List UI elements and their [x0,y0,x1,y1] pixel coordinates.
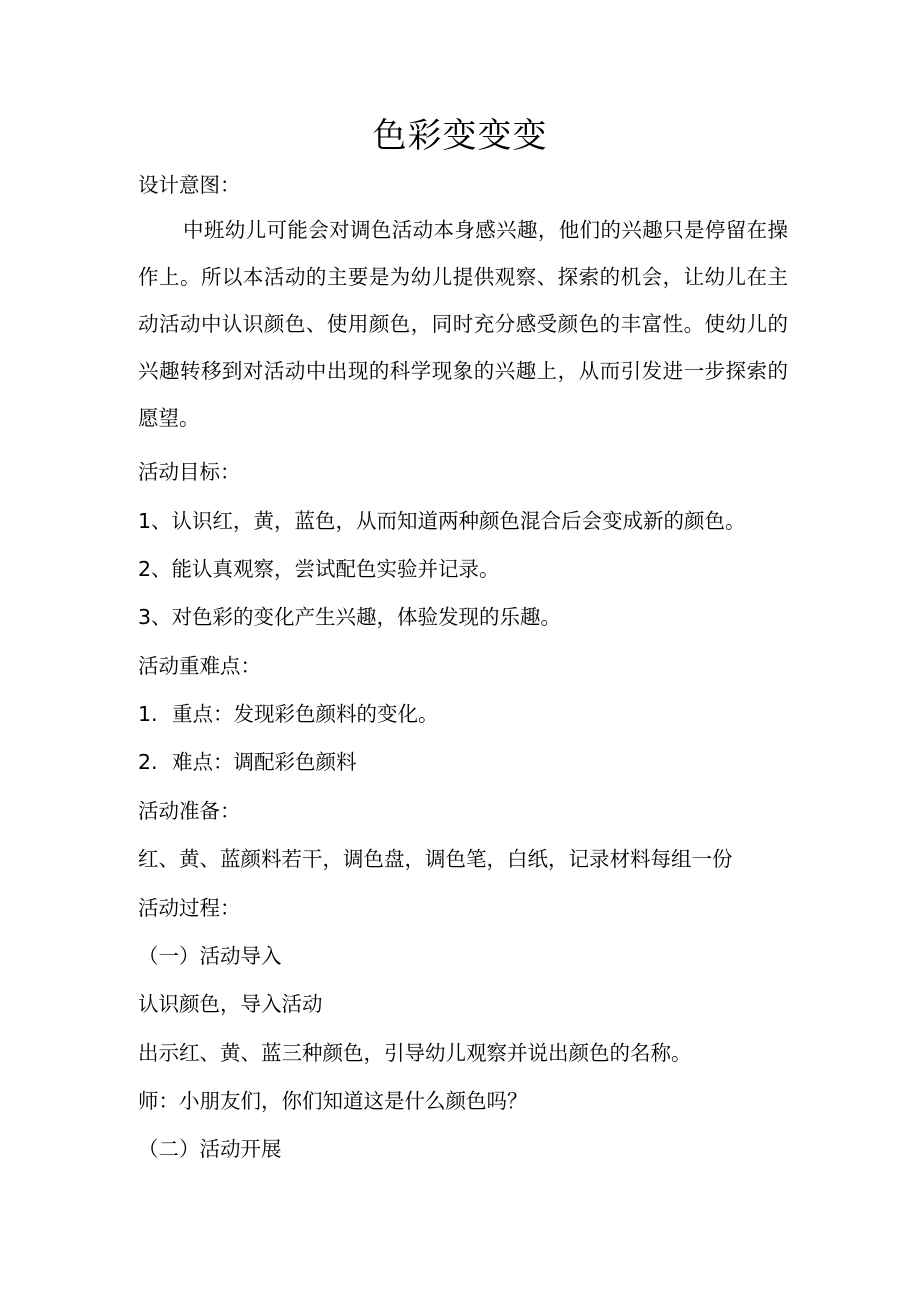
goals-heading: 活动目标： [138,460,241,484]
goal-item: 1、认识红，黄，蓝色，从而知道两种颜色混合后会变成新的颜色。 [138,509,746,533]
section-line: 出示红、黄、蓝三种颜色，引导幼儿观察并说出颜色的名称。 [138,1041,692,1065]
key-point-text: 难点：调配彩色颜料 [172,750,357,774]
key-point-number: 1. [138,702,158,726]
key-point-number: 2. [138,750,158,774]
section-heading: （二）活动开展 [138,1137,282,1161]
goal-item: 3、对色彩的变化产生兴趣，体验发现的乐趣。 [138,605,562,629]
key-point-text: 重点：发现彩色颜料的变化。 [172,702,439,726]
goal-item: 2、能认真观察，尝试配色实验并记录。 [138,557,500,581]
key-point-item [138,699,439,729]
document-title: 色彩变变变 [372,116,548,156]
design-paragraph: 中班幼儿可能会对调色活动本身感兴趣，他们的兴趣只是停留在操作上。所以本活动的主要是为幼儿提供观察、探索的机会，让幼儿在主动活动中认识颜色、使用颜色，同时充分感受颜色的丰富性。使幼儿的兴趣转移到对活动中出现的科学现象的兴趣上，从而引发进一步探索的愿望。 [138,218,788,430]
process-heading: 活动过程： [138,896,241,920]
design-heading: 设计意图： [138,173,241,197]
key-point-item [138,747,357,777]
section-line: 认识颜色，导入活动 [138,992,323,1016]
prep-heading: 活动准备： [138,799,241,823]
section-line: 师：小朋友们，你们知道这是什么颜色吗？ [138,1089,528,1113]
prep-text: 红、黄、蓝颜料若干，调色盘，调色笔，白纸，记录材料每组一份 [138,847,733,871]
section-heading: （一）活动导入 [138,944,282,968]
key-points-heading: 活动重难点： [138,654,261,678]
